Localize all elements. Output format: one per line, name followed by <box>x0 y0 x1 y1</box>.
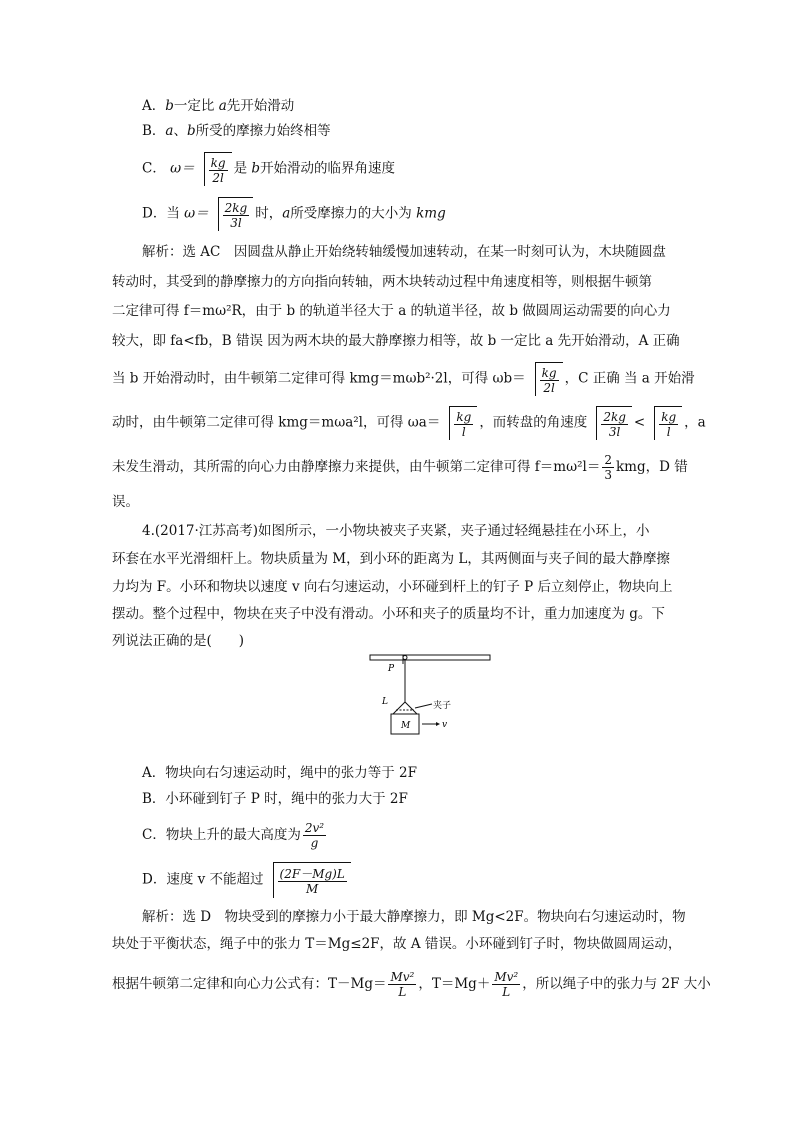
option-letter: D．当 <box>142 205 185 222</box>
analysis-text: 动时，由牛顿第二定律可得 kmg＝mωa²l，可得 ωa＝ <box>112 414 441 431</box>
option-text: a <box>218 98 227 114</box>
option-text: 先开始滑动 <box>226 98 295 114</box>
analysis-text: ，a <box>684 414 706 431</box>
analysis-text: 当 b 开始滑动时，由牛顿第二定律可得 kmg＝mωb²·2l，可得 ωb＝ <box>112 370 526 387</box>
option-text: D．速度 v 不能超过 <box>142 871 264 888</box>
q3-analysis-line-1: 解析：选 AC 因圆盘从静止开始绕转轴缓慢加速转动，在某一时刻可认为，木块随圆盘 <box>142 244 666 260</box>
fraction-denominator: M <box>306 882 319 896</box>
option-text: b <box>165 98 174 114</box>
option-text: 所受摩擦力的大小为 <box>290 205 417 222</box>
fraction-denominator: 3l <box>230 216 242 230</box>
small-ring <box>403 656 407 660</box>
q3-analysis-line-3: 二定律可得 f＝mω²R，由于 b 的轨道半径大于 a 的轨道半径，故 b 做圆周运动需要的向心力 <box>112 303 671 319</box>
option-letter: B． <box>142 123 166 139</box>
option-text: kmg <box>416 205 446 222</box>
arrow-head <box>436 722 440 726</box>
fraction-numerator: 2kg <box>224 201 248 215</box>
label-clip: 夹子 <box>433 701 452 711</box>
fraction-denominator: 3l <box>608 425 621 439</box>
option-text: C．物块上升的最大高度为 <box>142 827 301 843</box>
option-text: 所受的摩擦力始终相等 <box>195 123 331 139</box>
q3-analysis-line-7 <box>112 452 688 482</box>
q4-option-d <box>142 862 353 898</box>
option-text: b <box>251 160 261 177</box>
fraction-denominator: l <box>666 425 671 439</box>
option-text: a <box>282 205 291 222</box>
q4-option-b: B．小环碰到钉子 P 时，绳中的张力大于 2F <box>142 791 408 807</box>
fraction-numerator: kg <box>210 156 226 170</box>
q3-option-b <box>142 121 331 141</box>
option-text: b <box>186 123 196 139</box>
option-text: ω＝ <box>170 160 195 177</box>
label-v: v <box>442 720 448 730</box>
analysis-text: < <box>633 414 646 431</box>
analysis-text: ，T＝Mg＋ <box>418 976 491 992</box>
sqrt-expression <box>266 862 351 898</box>
analysis-text: ，C 正确 当 a 开始滑 <box>564 370 695 387</box>
fraction-denominator: L <box>502 985 511 999</box>
q4-stem-line-1: 4.(2017·江苏高考)如图所示，一小物块被夹子夹紧，夹子通过轻绳悬挂在小环上，小 <box>142 523 650 539</box>
fraction-numerator: kg <box>456 410 472 424</box>
q4-stem-line-4: 摆动。整个过程中，物块在夹子中没有滑动。小环和夹子的质量均不计，重力加速度为 g。下 <box>112 606 665 622</box>
q3-analysis-line-6 <box>112 406 706 440</box>
fraction-denominator: 3 <box>604 468 612 482</box>
q3-analysis-line-5 <box>112 362 695 396</box>
q3-option-d <box>142 197 446 231</box>
label-l: L <box>382 697 388 707</box>
label-m: M <box>401 721 411 731</box>
option-letter: A． <box>142 98 166 114</box>
clip-pointer <box>415 704 432 708</box>
fraction-numerator: kg <box>661 410 677 424</box>
fraction-numerator: 2 <box>604 453 612 467</box>
option-text: 是 <box>233 160 252 177</box>
fraction-numerator: (2F－Mg)L <box>279 867 345 881</box>
q4-analysis-line-1: 解析：选 D 物块受到的摩擦力小于最大静摩擦力，即 Mg<2F。物块向右匀速运动时，物 <box>142 909 686 925</box>
option-text: ω＝ <box>184 205 209 222</box>
q3-option-c <box>142 152 395 186</box>
analysis-text: 未发生滑动，其所需的向心力由静摩擦力来提供，由牛顿第二定律可得 f＝mω²l＝ <box>112 459 601 475</box>
label-p: P <box>388 664 395 674</box>
sqrt-expression <box>197 152 232 186</box>
fraction-numerator: Mv² <box>494 970 519 984</box>
q3-analysis-line-2: 转动时，其受到的静摩擦力的方向指向转轴，两木块转动过程中角速度相等，则根据牛顿第 <box>112 274 652 290</box>
q3-analysis-line-8: 误。 <box>112 494 139 510</box>
horizontal-rod <box>370 655 490 660</box>
fraction-denominator: 2l <box>543 381 555 395</box>
analysis-text: ，而转盘的角速度 <box>479 414 588 431</box>
fraction-denominator: 2l <box>212 171 224 185</box>
fraction-numerator: Mv² <box>390 970 415 984</box>
fraction-denominator: g <box>310 836 319 850</box>
clip <box>393 702 417 714</box>
q4-stem-line-3: 力均为 F。小环和物块以速度 v 向右匀速运动，小环碰到杆上的钉子 P 后立刻停止，物块向上 <box>112 579 673 595</box>
pendulum-clip-figure <box>360 652 500 752</box>
option-text: 时， <box>255 205 283 222</box>
q3-option-a <box>142 96 294 116</box>
q4-analysis-line-3 <box>112 968 711 1000</box>
q4-analysis-line-2: 块处于平衡状态，绳子中的张力 T＝Mg≤2F，故 A 错误。小环碰到钉子时，物块做圆周运动， <box>112 936 682 952</box>
analysis-text: ，所以绳子中的张力与 2F 大小 <box>522 976 711 992</box>
sqrt-expression <box>211 197 254 231</box>
q4-option-c <box>142 820 328 850</box>
q4-stem-line-5: 列说法正确的是( ) <box>112 633 245 649</box>
sqrt-expression <box>528 362 563 396</box>
option-text: 开始滑动的临界角速度 <box>260 160 396 177</box>
fraction-numerator: 2v² <box>304 821 325 835</box>
q4-stem-line-2: 环套在水平光滑细杆上。物块质量为 M，到小环的距离为 L，其两侧面与夹子间的最大静摩擦 <box>112 551 670 567</box>
fraction-denominator: l <box>461 425 466 439</box>
analysis-text: 根据牛顿第二定律和向心力公式有：T－Mg＝ <box>112 976 387 992</box>
sqrt-expression <box>442 406 477 440</box>
option-text: 、 <box>173 123 187 139</box>
option-text: a <box>165 123 174 139</box>
q4-option-a: A．物块向右匀速运动时，绳中的张力等于 2F <box>142 765 417 781</box>
q3-analysis-line-4: 较大，即 fa<fb，B 错误 因为两木块的最大静摩擦力相等，故 b 一定比 a 先开始滑动，A 正确 <box>112 333 680 349</box>
option-text: 一定比 <box>173 98 219 114</box>
fraction-numerator: kg <box>541 366 557 380</box>
fraction-denominator: L <box>398 985 407 999</box>
fraction-numerator: 2kg <box>603 410 626 424</box>
sqrt-expression <box>647 406 682 440</box>
sqrt-expression <box>589 406 632 440</box>
analysis-text: kmg，D 错 <box>615 459 688 475</box>
option-letter: C． <box>142 160 166 177</box>
